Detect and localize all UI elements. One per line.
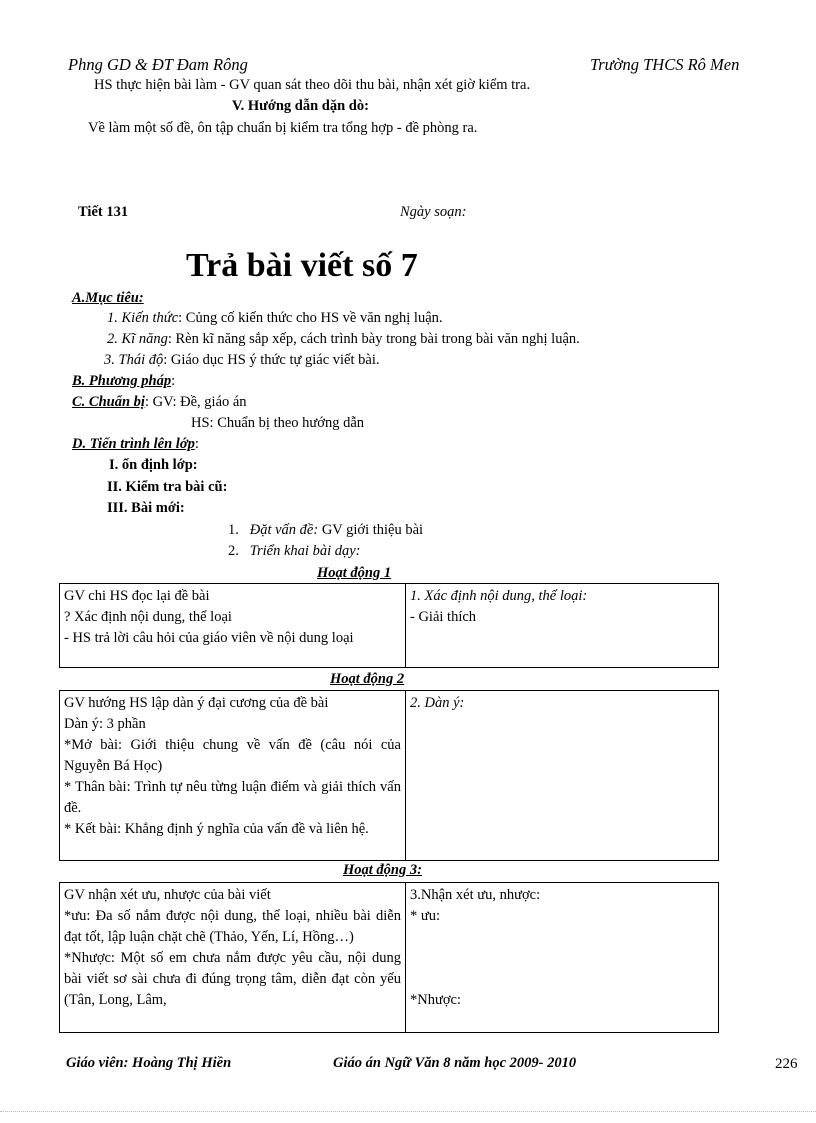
objective-skill [107, 331, 580, 348]
activity-3-teacher-cell [60, 883, 406, 1033]
lesson-number: Tiết 131 [78, 204, 129, 220]
activity-2-title: Hoạt động 2 [330, 671, 405, 687]
section-a-title: A.Mục tiêu: [72, 290, 144, 306]
footer-book: Giáo án Ngữ Văn 8 năm học 2009- 2010 [333, 1055, 577, 1071]
section-b [72, 373, 175, 390]
page-title: Trả bài viết số 7 [186, 247, 418, 284]
activity-3-line: *ưu: Đa số nắm được nội dung, thể loại, nhiều bài diễn đạt tốt, lập luận chặt chẽ (Thảo, Yến, Lí, Hồng…) [64, 908, 401, 945]
activity-3-strengths: * ưu: [410, 908, 441, 924]
section-c-teacher: : GV: Đề, giáo án [144, 394, 247, 410]
activity-3-title: Hoạt động 3: [343, 862, 422, 878]
substep-deploy [228, 543, 361, 560]
substep-introduce [228, 522, 423, 539]
activity-3-line: GV nhận xét ưu, nhược của bài viết [64, 887, 271, 903]
activity-1-line: - HS trả lời câu hỏi của giáo viên về nội dung loại [64, 630, 354, 646]
substep-introduce-label: Đặt vấn đề: [249, 522, 319, 538]
header-school-name: Trường THCS Rô Men [590, 55, 740, 74]
section-c-student: HS: Chuẩn bị theo hướng dẫn [191, 415, 365, 431]
activity-3-spacer [410, 927, 714, 990]
section-d-title: D. Tiến trình lên lớp [72, 436, 195, 452]
activity-1-table [59, 583, 719, 668]
footer-teacher: Giáo viên: Hoàng Thị Hiền [66, 1055, 232, 1071]
activity-2-teacher-cell [60, 691, 406, 861]
activity-2-line: GV hướng HS lập dàn ý đại cương của đề bài [64, 695, 329, 711]
objective-attitude [104, 352, 379, 369]
activity-3-content-title: 3.Nhận xét ưu, nhược: [410, 887, 541, 903]
objective-skill-text: : Rèn kĩ năng sắp xếp, cách trình bày trong bài trong bài văn nghị luận. [167, 331, 580, 347]
prev-activity-line: HS thực hiện bài làm - GV quan sát theo dõi thu bài, nhận xét giờ kiểm tra. [94, 77, 531, 93]
activity-3-content-cell [406, 883, 719, 1033]
prev-section-v: V. Hướng dẫn dặn dò: [232, 98, 369, 114]
header-school-office: Phng GD & ĐT Đam Rông [68, 55, 248, 74]
page-bottom-divider [0, 1111, 816, 1112]
activity-1-content-line: - Giải thích [410, 609, 477, 625]
page-number: 226 [775, 1056, 798, 1072]
section-c [72, 394, 247, 411]
activity-2-line: * Thân bài: Trình tự nêu từng luận điểm và giải thích vấn đề. [64, 779, 401, 816]
substep-deploy-number: 2. [228, 543, 239, 559]
objective-skill-label: 2. Kĩ năng [107, 331, 168, 347]
activity-1-teacher-cell [60, 584, 406, 668]
activity-2-content-cell [406, 691, 719, 861]
objective-knowledge [107, 310, 443, 327]
activity-1-content-title: 1. Xác định nội dung, thể loại: [410, 588, 588, 604]
substep-introduce-number: 1. [228, 522, 239, 538]
step-class-stabilize: I. ổn định lớp: [109, 457, 198, 473]
activity-1-line: GV chi HS đọc lại đề bài [64, 588, 210, 604]
activity-2-table [59, 690, 719, 861]
date-label: Ngày soạn: [400, 204, 467, 220]
objective-knowledge-text: : Củng cố kiến thức cho HS về văn nghị luận. [178, 310, 443, 326]
activity-2-line: *Mở bài: Giới thiệu chung về vấn đề (câu nói của Nguyễn Bá Học) [64, 737, 401, 774]
activity-2-content-title: 2. Dàn ý: [410, 695, 465, 711]
activity-3-table [59, 882, 719, 1033]
section-c-title: C. Chuẩn bị [72, 394, 145, 410]
activity-3-line: *Nhược: Một số em chưa nắm được yêu cầu, nội dung bài viết sơ sài chưa đi đúng trọng tâm, diễn đạt còn yếu (Tân, Long, Lâm, [64, 950, 401, 1008]
section-b-colon: : [171, 373, 176, 389]
objective-attitude-text: : Giáo dục HS ý thức tự giác viết bài. [163, 352, 380, 368]
activity-2-line: * Kết bài: Khẳng định ý nghĩa của vấn đề và liên hệ. [64, 821, 369, 837]
prev-homework-line: Về làm một số đề, ôn tập chuẩn bị kiểm tra tổng hợp - đề phòng ra. [88, 120, 478, 136]
step-new-lesson: III. Bài mới: [107, 500, 185, 516]
objective-attitude-label: 3. Thái độ [104, 352, 164, 368]
step-check-old-lesson: II. Kiểm tra bài cũ: [107, 479, 228, 495]
section-d [72, 436, 199, 453]
section-b-title: B. Phương pháp [72, 373, 172, 389]
objective-knowledge-label: 1. Kiến thức [107, 310, 179, 326]
activity-3-weaknesses: *Nhược: [410, 992, 461, 1008]
substep-introduce-text: GV giới thiệu bài [318, 522, 424, 538]
activity-1-content-cell [406, 584, 719, 668]
section-d-colon: : [194, 436, 199, 452]
activity-1-line: ? Xác định nội dung, thể loại [64, 609, 232, 625]
substep-deploy-label: Triển khai bài dạy: [249, 543, 361, 559]
activity-2-line: Dàn ý: 3 phần [64, 716, 146, 732]
activity-1-title: Hoạt động 1 [317, 565, 392, 581]
